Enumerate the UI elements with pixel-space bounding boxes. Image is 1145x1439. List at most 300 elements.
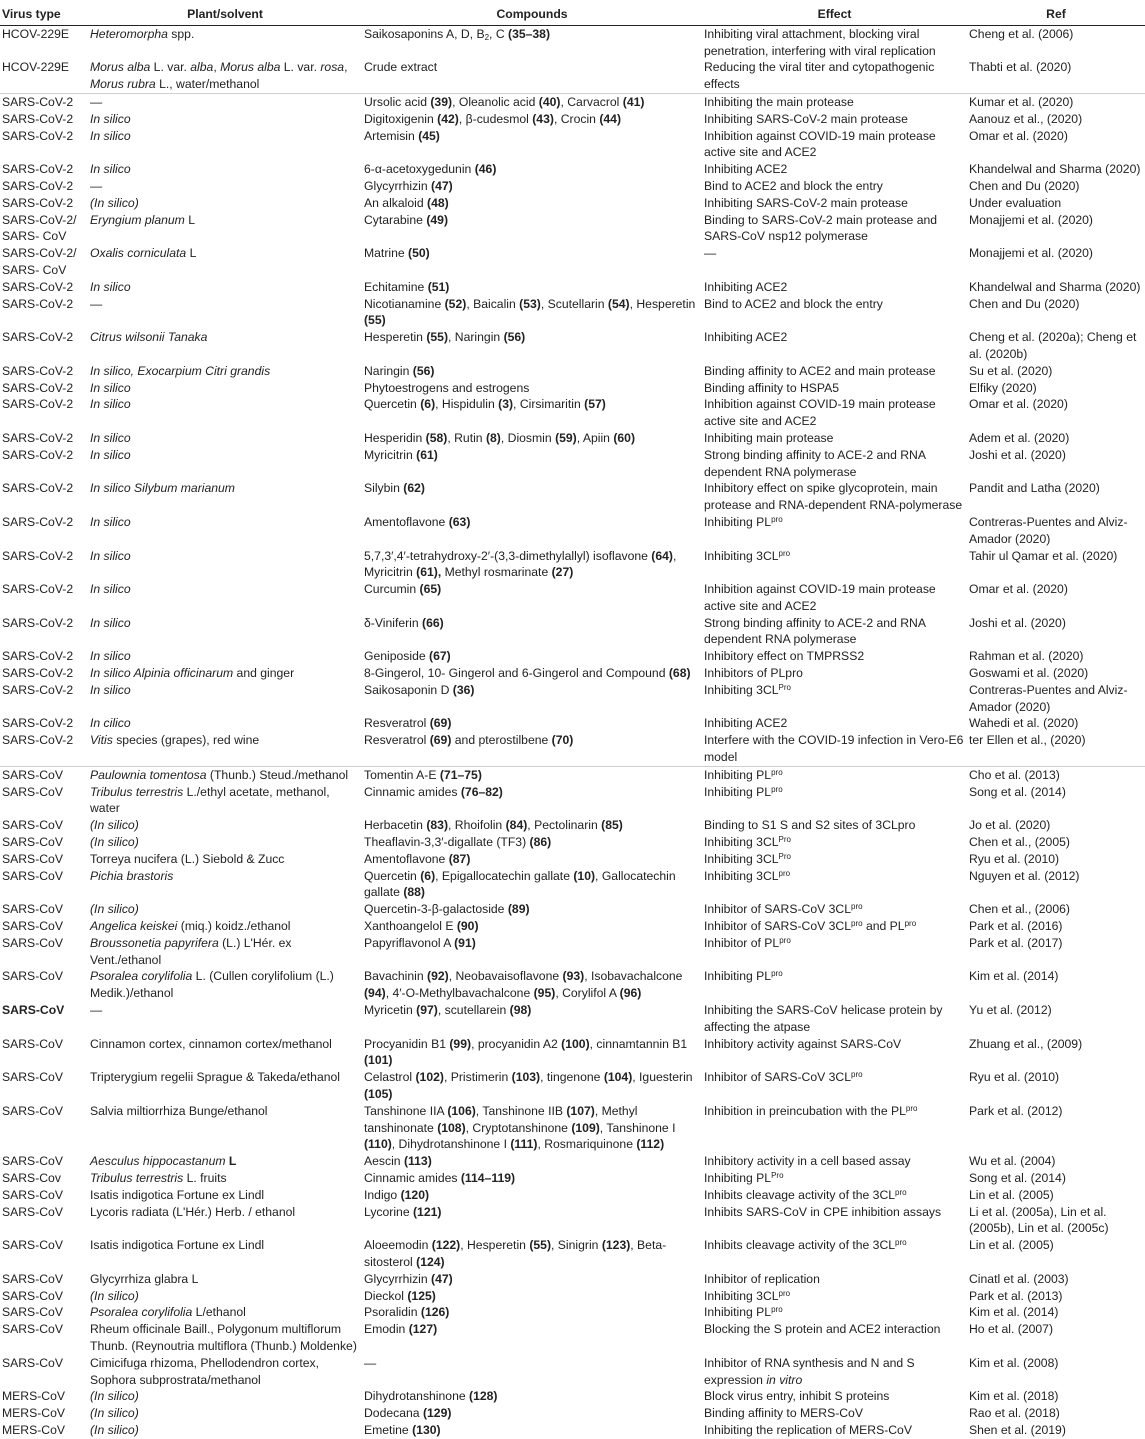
effect-cell: Inhibiting the SARS-CoV helicase protein by affecting the atpase	[704, 1003, 943, 1034]
effect-cell: —	[704, 246, 717, 261]
plant-solvent-cell: Heteromorpha spp.	[90, 26, 195, 41]
virus-cell: SARS-CoV-2	[2, 649, 74, 664]
virus-cell: SARS-CoV	[2, 1103, 63, 1118]
table-row	[0, 396, 1145, 430]
virus-cell: SARS-CoV-2	[2, 733, 74, 748]
compounds-cell: Matrine (50)	[364, 246, 430, 261]
ref-cell: Wahedi et al. (2020)	[969, 716, 1079, 731]
effect-cell: Inhibitory effect on spike glycoprotein, main protease and RNA-dependent RNA-polymerase	[704, 481, 963, 513]
effect-cell: Inhibiting $PL^{pro}$	[704, 514, 783, 529]
virus-cell: SARS-CoV	[2, 1204, 63, 1219]
virus-cell: SARS-CoV-2	[2, 162, 74, 177]
effect-cell: Inhibition against COVID-19 main protease active site and ACE2	[704, 397, 936, 429]
ref-cell: Park et al. (2016)	[969, 919, 1063, 934]
ref-cell: Joshi et al. (2020)	[969, 615, 1066, 630]
plant-solvent-cell: In silico Silybum marianum	[90, 481, 235, 496]
table-row	[0, 430, 1145, 447]
plant-solvent-cell: Aesculus hippocastanum L	[90, 1154, 237, 1169]
virus-cell: MERS-CoV	[2, 1389, 65, 1404]
effect-cell: Inhibitor of RNA synthesis and N and S expression in vitro	[704, 1355, 915, 1387]
virus-cell: SARS-CoV-2	[0, 93, 88, 110]
ref-cell: Lin et al. (2005)	[969, 1187, 1054, 1202]
ref-cell: Wu et al. (2004)	[969, 1154, 1056, 1169]
table-body	[0, 25, 1145, 1438]
compounds-cell: Artemisin (45)	[364, 128, 440, 143]
virus-cell: SARS-CoV	[2, 935, 63, 950]
plant-solvent-cell: Pichia brastoris	[90, 868, 174, 883]
table-row	[0, 732, 1145, 766]
compounds-cell: Lycorine (121)	[364, 1204, 442, 1219]
virus-cell: SARS-CoV-2	[2, 380, 74, 395]
plant-solvent-cell: Glycyrrhiza glabra L	[90, 1271, 199, 1286]
plant-solvent-cell: In silico	[90, 514, 131, 529]
plant-solvent-cell: (In silico)	[90, 195, 139, 210]
table-row	[0, 111, 1145, 128]
plant-solvent-cell: In silico	[90, 447, 131, 462]
table-row	[0, 1204, 1145, 1238]
compounds-cell: Resveratrol (69)	[364, 716, 452, 731]
table-row	[0, 901, 1145, 918]
plant-solvent-cell: Salvia miltiorrhiza Bunge/ethanol	[90, 1103, 268, 1118]
ref-cell: Su et al. (2020)	[969, 363, 1053, 378]
ref-cell: Shen et al. (2019)	[969, 1422, 1066, 1437]
compounds-cell: Glycyrrhizin (47)	[364, 1271, 453, 1286]
table-row	[0, 1388, 1145, 1405]
virus-cell: SARS-CoV	[2, 1322, 63, 1337]
plant-solvent-cell: (In silico)	[90, 1422, 139, 1437]
table-header	[0, 0, 1145, 25]
plant-solvent-cell: In silico Alpinia officinarum and ginger	[90, 666, 295, 681]
effect-cell: Inhibiting viral attachment, blocking viral penetration, interfering with viral replication	[704, 26, 936, 58]
table-row	[0, 715, 1145, 732]
table-row	[0, 648, 1145, 665]
compounds-cell: Crude extract	[364, 60, 438, 75]
table-row	[0, 178, 1145, 195]
table-row	[0, 1405, 1145, 1422]
compounds-cell: Emodin (127)	[364, 1322, 438, 1337]
effect-cell: Inhibiting ACE2	[704, 716, 788, 731]
compounds-cell: Bavachinin (92), Neobavaisoflavone (93), Isobavachalcone (94), 4′-O-Methylbavachalcone (95), Corylifol A (96)	[364, 969, 683, 1001]
table-row	[0, 766, 1145, 783]
plant-solvent-cell: In silico, Exocarpium Citri grandis	[90, 363, 271, 378]
ref-cell: ter Ellen et al., (2020)	[969, 733, 1086, 748]
ref-cell: Omar et al. (2020)	[969, 582, 1068, 597]
ref-cell: Zhuang et al., (2009)	[969, 1036, 1083, 1051]
virus-cell: SARS-CoV-2	[2, 111, 74, 126]
compounds-cell: Ursolic acid (39), Oleanolic acid (40), Carvacrol (41)	[362, 93, 702, 110]
effect-cell: Binding affinity to MERS-CoV	[704, 1406, 863, 1421]
plant-solvent-cell: In silico	[90, 380, 131, 395]
effect-cell: Binding to SARS-CoV-2 main protease and SARS-CoV nsp12 polymerase	[704, 212, 938, 244]
compounds-cell: Myricitrin (61)	[364, 447, 438, 462]
plant-solvent-cell: In silico	[90, 649, 131, 664]
plant-solvent-cell: In silico	[90, 582, 131, 597]
virus-cell: SARS-CoV-2/ SARS- CoV	[2, 212, 77, 244]
ref-cell: Kim et al. (2014)	[969, 969, 1059, 984]
plant-solvent-cell: (In silico)	[90, 1389, 139, 1404]
effect-cell: Block virus entry, inhibit S proteins	[704, 1389, 890, 1404]
compounds-cell: Aloeemodin (122), Hesperetin (55), Sinigrin (123), Beta-sitosterol (124)	[364, 1238, 667, 1269]
virus-cell: SARS-CoV	[2, 1305, 63, 1320]
virus-cell: SARS-CoV-2	[2, 128, 74, 143]
compounds-cell: Hesperetin (55), Naringin (56)	[364, 330, 526, 345]
effect-cell: Inhibiting ACE2	[704, 162, 788, 177]
plant-solvent-cell: —	[90, 178, 103, 193]
plant-solvent-cell: In silico	[90, 162, 131, 177]
plant-solvent-cell: In silico	[90, 111, 131, 126]
ref-cell: Chen and Du (2020)	[969, 296, 1080, 311]
effect-cell: Inhibiting $3CL^{pro}$	[704, 548, 791, 563]
compounds-cell: Theaflavin-3,3′-digallate (TF3) (86)	[364, 835, 552, 850]
plant-solvent-cell: Isatis indigotica Fortune ex Lindl	[90, 1187, 265, 1202]
compounds-cell: Dieckol (125)	[364, 1288, 436, 1303]
plant-solvent-cell: (In silico)	[90, 1288, 139, 1303]
table-row	[0, 1036, 1145, 1070]
effect-cell: Inhibiting SARS-CoV-2 main protease	[704, 111, 908, 126]
ref-cell: Kim et al. (2018)	[969, 1389, 1059, 1404]
ref-cell: Aanouz et al., (2020)	[969, 111, 1083, 126]
virus-cell: SARS-CoV	[2, 818, 63, 833]
virus-cell: SARS-CoV	[2, 902, 63, 917]
compounds-cell: Glycyrrhizin (47)	[364, 178, 453, 193]
ref-cell: Kim et al. (2008)	[969, 1355, 1059, 1370]
ref-cell: Jo et al. (2020)	[969, 818, 1051, 833]
compounds-cell: Curcumin (65)	[364, 582, 442, 597]
table-row	[0, 279, 1145, 296]
virus-cell: SARS-CoV	[2, 1187, 63, 1202]
ref-cell: Omar et al. (2020)	[969, 397, 1068, 412]
compounds-cell: Tanshinone IIA (106), Tanshinone IIB (107), Methyl tanshinonate (108), Cryptotanshinone (109), Tanshinone I (110), Dihydrotanshinone I (111), Rosmariquinone (112)	[364, 1103, 676, 1152]
compounds-cell: Geniposide (67)	[364, 649, 451, 664]
ref-cell: Goswami et al. (2020)	[969, 666, 1089, 681]
effect-cell: Inhibitory effect on TMPRSS2	[704, 649, 865, 664]
plant-solvent-cell: (In silico)	[90, 835, 139, 850]
effect-cell: Inhibiting $3CL^{pro}$	[704, 868, 791, 883]
ref-cell: Omar et al. (2020)	[969, 128, 1068, 143]
effect-cell: Binding to S1 S and S2 sites of 3CLpro	[704, 818, 916, 833]
effect-cell: Inhibitor of SARS-CoV $3CL^{pro}$	[704, 902, 863, 917]
table-row	[0, 1153, 1145, 1170]
ref-cell: Pandit and Latha (2020)	[969, 481, 1100, 496]
ref-cell: Nguyen et al. (2012)	[969, 868, 1080, 883]
table-row	[0, 480, 1145, 514]
table-row	[0, 380, 1145, 397]
ref-cell: Li et al. (2005a), Lin et al. (2005b), Lin et al. (2005c)	[969, 1204, 1109, 1236]
compounds-cell: Amentoflavone (87)	[364, 851, 471, 866]
table-row	[0, 1304, 1145, 1321]
header-plant-solvent: Plant/solvent	[88, 0, 362, 25]
plant-solvent-cell: Oxalis corniculata L	[90, 246, 197, 261]
compounds-cell: Psoralidin (126)	[364, 1305, 450, 1320]
effect-cell: Bind to ACE2 and block the entry	[704, 296, 883, 311]
effect-cell: Inhibiting the main protease	[702, 93, 967, 110]
table-row	[0, 1237, 1145, 1271]
ref-cell: Contreras-Puentes and Alviz-Amador (2020)	[969, 514, 1128, 546]
virus-cell: SARS-CoV	[2, 1036, 63, 1051]
virus-cell: SARS-CoV	[0, 766, 88, 783]
table-row	[0, 581, 1145, 615]
effect-cell: Inhibitor of SARS-CoV $3CL^{pro}$ and $PL^{pro}$	[704, 919, 917, 934]
effect-cell: Inhibitory activity in a cell based assay	[704, 1154, 911, 1169]
plant-solvent-cell: In silico	[90, 548, 131, 563]
ref-cell: Elfiky (2020)	[969, 380, 1037, 395]
virus-cell: SARS-CoV	[2, 1288, 63, 1303]
virus-cell: SARS-Cov	[2, 1170, 61, 1185]
table-row	[0, 447, 1145, 481]
ref-cell: Cheng et al. (2006)	[969, 26, 1074, 41]
virus-cell: SARS-CoV-2	[2, 615, 74, 630]
compounds-cell: —	[364, 1355, 377, 1370]
effect-cell: Inhibitor of $PL^{pro}$	[704, 935, 791, 950]
table-row	[0, 665, 1145, 682]
ref-cell: Khandelwal and Sharma (2020)	[969, 162, 1141, 177]
table-row	[0, 1288, 1145, 1305]
table-row	[0, 212, 1145, 246]
ref-cell: Under evaluation	[969, 195, 1062, 210]
table-row	[0, 329, 1145, 363]
plant-solvent-cell: Psoralea corylifolia L/ethanol	[90, 1305, 246, 1320]
plant-solvent-cell: (In silico)	[90, 818, 139, 833]
ref-cell: Chen et al., (2005)	[969, 835, 1070, 850]
table-row	[0, 918, 1145, 935]
plant-solvent-cell: (In silico)	[90, 1406, 139, 1421]
virus-cell: SARS-CoV-2	[2, 397, 74, 412]
plant-solvent-cell: Psoralea corylifolia L. (Cullen corylifolium (L.) Medik.)/ethanol	[90, 969, 334, 1001]
virus-cell: SARS-CoV	[2, 868, 63, 883]
compounds-cell: Silybin (62)	[364, 481, 425, 496]
effect-cell: Inhibits cleavage activity of the $3CL^{pro}$	[704, 1238, 907, 1253]
plant-solvent-cell: In silico	[90, 430, 131, 445]
effect-cell: Inhibiting SARS-CoV-2 main protease	[704, 195, 908, 210]
ref-cell: Kim et al. (2014)	[969, 1305, 1059, 1320]
table-row	[0, 161, 1145, 178]
effect-cell: Inhibits SARS-CoV in CPE inhibition assays	[704, 1204, 942, 1219]
effect-cell: Inhibition against COVID-19 main protease active site and ACE2	[704, 128, 936, 160]
virus-cell: SARS-CoV-2	[2, 430, 74, 445]
plant-solvent-cell: Isatis indigotica Fortune ex Lindl	[90, 1238, 265, 1253]
ref-cell: Cheng et al. (2020a); Cheng et al. (2020b)	[969, 330, 1137, 361]
compounds-cell: Dodecana (129)	[364, 1406, 452, 1421]
plant-solvent-cell: In cilico	[90, 716, 131, 731]
virus-cell: SARS-CoV-2	[2, 195, 74, 210]
table-row	[0, 1170, 1145, 1187]
virus-cell: SARS-CoV-2	[2, 447, 74, 462]
ref-cell: Song et al. (2014)	[969, 784, 1066, 799]
effect-cell: Inhibiting $3CL^{pro}$	[704, 1288, 791, 1303]
ref-cell: Kumar et al. (2020)	[967, 93, 1145, 110]
table-row	[0, 296, 1145, 330]
plant-solvent-cell: Angelica keiskei (miq.) koidz./ethanol	[90, 919, 291, 934]
table-row	[0, 1271, 1145, 1288]
ref-cell: Rahman et al. (2020)	[969, 649, 1084, 664]
plant-solvent-cell: Tribulus terrestris L. fruits	[90, 1170, 227, 1185]
table-row	[0, 1187, 1145, 1204]
virus-cell: SARS-CoV	[2, 1271, 63, 1286]
plant-solvent-cell: In silico	[90, 682, 131, 697]
effect-cell: Blocking the S protein and ACE2 interaction	[704, 1322, 941, 1337]
effect-cell: Inhibitory activity against SARS-CoV	[704, 1036, 902, 1051]
table-row	[0, 514, 1145, 548]
table-row	[0, 817, 1145, 834]
plant-solvent-cell: Rheum officinale Baill., Polygonum multiflorum Thunb. (Reynoutria multiflora (Thunb.) Moldenke)	[90, 1322, 357, 1353]
plant-solvent-cell: In silico	[90, 279, 131, 294]
compounds-cell: Emetine (130)	[364, 1422, 441, 1437]
table-row	[0, 784, 1145, 818]
virus-cell: SARS-CoV	[2, 835, 63, 850]
table-row	[0, 615, 1145, 649]
effect-cell: Strong binding affinity to ACE-2 and RNA dependent RNA polymerase	[704, 447, 926, 479]
ref-cell: Contreras-Puentes and Alviz-Amador (2020)	[969, 682, 1128, 714]
effect-cell: Inhibitor of replication	[704, 1271, 820, 1286]
compounds-cell: Papyriflavonol A (91)	[364, 935, 476, 950]
compounds-cell: An alkaloid (48)	[364, 195, 449, 210]
effect-cell: Inhibitor of SARS-CoV $3CL^{pro}$	[704, 1070, 863, 1085]
compounds-cell: Procyanidin B1 (99), procyanidin A2 (100), cinnamtannin B1 (101)	[364, 1036, 688, 1068]
plant-solvent-cell: In silico	[90, 128, 131, 143]
compounds-cell: δ-Viniferin (66)	[364, 615, 444, 630]
effect-cell: Inhibits cleavage activity of the $3CL^{pro}$	[704, 1187, 907, 1202]
table-row	[0, 1321, 1145, 1355]
ref-cell: Monajjemi et al. (2020)	[969, 212, 1093, 227]
ref-cell: Ryu et al. (2010)	[969, 851, 1060, 866]
virus-cell: SARS-CoV-2	[2, 296, 74, 311]
table-row	[0, 851, 1145, 868]
ref-cell: Song et al. (2014)	[969, 1170, 1066, 1185]
ref-cell: Adem et al. (2020)	[969, 430, 1070, 445]
effect-cell: Inhibiting ACE2	[704, 279, 788, 294]
table-row	[0, 245, 1145, 279]
plant-solvent-cell: —	[90, 296, 103, 311]
virus-cell: MERS-CoV	[2, 1422, 65, 1437]
compounds-cell: Dihydrotanshinone (128)	[364, 1389, 498, 1404]
table-row	[0, 1355, 1145, 1389]
ref-cell: Park et al. (2017)	[969, 935, 1063, 950]
effect-cell: Inhibiting ACE2	[704, 330, 788, 345]
virus-cell: SARS-CoV	[2, 784, 63, 799]
ref-cell: Joshi et al. (2020)	[969, 447, 1066, 462]
plant-solvent-cell: In silico	[90, 397, 131, 412]
compounds-cell: Phytoestrogens and estrogens	[364, 380, 530, 395]
virus-cell: SARS-CoV-2	[2, 582, 74, 597]
table-row	[0, 935, 1145, 969]
plant-solvent-cell: Tripterygium regelii Sprague & Takeda/ethanol	[90, 1070, 340, 1085]
table-row	[0, 128, 1145, 162]
effect-cell: Inhibition in preincubation with the $PL^{pro}$	[704, 1103, 918, 1118]
ref-cell: Cho et al. (2013)	[967, 766, 1145, 783]
compounds-cell: 5,7,3′,4′-tetrahydroxy-2′-(3,3-dimethylallyl) isoflavone (64), Myricitrin (61), Methyl rosmarinate (27)	[364, 548, 677, 580]
effect-cell: Inhibiting $PL^{pro}$	[702, 766, 967, 783]
virus-cell: SARS-CoV-2	[2, 481, 74, 496]
table-row	[0, 968, 1145, 1002]
effect-cell: Strong binding affinity to ACE-2 and RNA dependent RNA polymerase	[704, 615, 926, 647]
effect-cell: Inhibitors of PLpro	[704, 666, 803, 681]
effect-cell: Reducing the viral titer and cytopathogenic effects	[704, 60, 935, 92]
compounds-cell: Cytarabine (49)	[364, 212, 449, 227]
plant-solvent-cell: Vitis species (grapes), red wine	[90, 733, 260, 748]
compounds-cell: Naringin (56)	[364, 363, 435, 378]
table-row	[0, 1422, 1145, 1439]
table-row	[0, 363, 1145, 380]
table-row	[0, 25, 1145, 59]
plant-solvent-cell: —	[90, 1003, 103, 1018]
ref-cell: Lin et al. (2005)	[969, 1238, 1054, 1253]
plant-solvent-cell: Tribulus terrestris L./ethyl acetate, methanol, water	[90, 784, 330, 816]
effect-cell: Inhibiting main protease	[704, 430, 834, 445]
effect-cell: Inhibiting $PL^{pro}$	[704, 784, 783, 799]
table-row	[0, 93, 1145, 110]
virus-cell: HCOV-229E	[2, 60, 70, 75]
effect-cell: Binding affinity to ACE2 and main protease	[704, 363, 936, 378]
header-ref: Ref	[967, 0, 1145, 25]
ref-cell: Chen and Du (2020)	[969, 178, 1080, 193]
virus-cell: SARS-CoV	[2, 969, 63, 984]
header-compounds: Compounds	[362, 0, 702, 25]
compounds-cell: Digitoxigenin (42), β-cudesmol (43), Crocin (44)	[364, 111, 622, 126]
compounds-cell: Echitamine (51)	[364, 279, 450, 294]
table-row	[0, 548, 1145, 582]
plant-solvent-cell: Lycoris radiata (L'Hér.) Herb. / ethanol	[90, 1204, 296, 1219]
ref-cell: Cinatl et al. (2003)	[969, 1271, 1069, 1286]
ref-cell: Yu et al. (2012)	[969, 1003, 1052, 1018]
compounds-cell: Celastrol (102), Pristimerin (103), tingenone (104), Iguesterin (105)	[364, 1070, 693, 1101]
virus-cell: HCOV-229E	[2, 26, 70, 41]
plant-solvent-cell: Eryngium planum L	[90, 212, 196, 227]
header-effect: Effect	[702, 0, 967, 25]
compounds-cell: 8-Gingerol, 10- Gingerol and 6-Gingerol and Compound (68)	[364, 666, 691, 681]
compounds-cell: Saikosaponins A, D, $B_2$, C (35–38)	[364, 26, 551, 42]
effect-cell: Inhibition against COVID-19 main protease active site and ACE2	[704, 582, 936, 613]
ref-cell: Ryu et al. (2010)	[969, 1070, 1060, 1085]
ref-cell: Monajjemi et al. (2020)	[969, 246, 1093, 261]
effect-cell: Inhibiting $3CL^{Pro}$	[704, 851, 791, 866]
compounds-cell: Herbacetin (83), Rhoifolin (84), Pectolinarin (85)	[364, 818, 623, 833]
ref-cell: Khandelwal and Sharma (2020)	[969, 279, 1141, 294]
table-row	[0, 195, 1145, 212]
table-row	[0, 1069, 1145, 1103]
plant-solvent-cell: Morus alba L. var. alba, Morus alba L. var. rosa, Morus rubra L., water/methanol	[90, 60, 348, 92]
plant-solvent-cell: Citrus wilsonii Tanaka	[90, 330, 208, 345]
plant-solvent-cell: Cimicifuga rhizoma, Phellodendron cortex, Sophora subprostrata/methanol	[90, 1355, 319, 1387]
ref-cell: Tahir ul Qamar et al. (2020)	[969, 548, 1118, 563]
virus-cell: SARS-CoV	[2, 1070, 63, 1085]
compounds-cell: Quercetin (6), Epigallocatechin gallate (10), Gallocatechin gallate (88)	[364, 868, 676, 900]
compounds-cell: Myricetin (97), scutellarein (98)	[364, 1003, 532, 1018]
table-row	[0, 868, 1145, 902]
plant-solvent-cell: (In silico)	[90, 902, 139, 917]
compounds-cell: Indigo (120)	[364, 1187, 430, 1202]
ref-cell: Rao et al. (2018)	[969, 1406, 1060, 1421]
compounds-cell: Aescin (113)	[364, 1154, 432, 1169]
plant-solvent-cell: Torreya nucifera (L.) Siebold & Zucc	[90, 851, 285, 866]
effect-cell: Inhibiting $PL^{pro}$	[704, 1305, 783, 1320]
compounds-cell: Xanthoangelol E (90)	[364, 919, 479, 934]
compounds-cell: Resveratrol (69) and pterostilbene (70)	[364, 733, 574, 748]
compounds-cell: Amentoflavone (63)	[364, 514, 471, 529]
ref-cell: Ho et al. (2007)	[969, 1322, 1054, 1337]
virus-cell: SARS-CoV	[2, 919, 63, 934]
plant-solvent-cell: —	[88, 93, 362, 110]
compounds-cell: Quercetin-3-β-galactoside (89)	[364, 902, 530, 917]
effect-cell: Inhibiting $PL^{pro}$	[704, 969, 783, 984]
plant-solvent-cell: Paulownia tomentosa (Thunb.) Steud./methanol	[88, 766, 362, 783]
ref-cell: Thabti et al. (2020)	[969, 60, 1072, 75]
plant-solvent-cell: Broussonetia papyrifera (L.) L'Hér. ex Vent./ethanol	[90, 935, 292, 967]
effect-cell: Interfere with the COVID-19 infection in Vero-E6 model	[704, 733, 964, 765]
virus-cell: SARS-CoV-2	[2, 363, 74, 378]
effect-cell: Inhibiting $3CL^{Pro}$	[704, 835, 791, 850]
table-row	[0, 1103, 1145, 1153]
ref-cell: Chen et al., (2006)	[969, 902, 1070, 917]
